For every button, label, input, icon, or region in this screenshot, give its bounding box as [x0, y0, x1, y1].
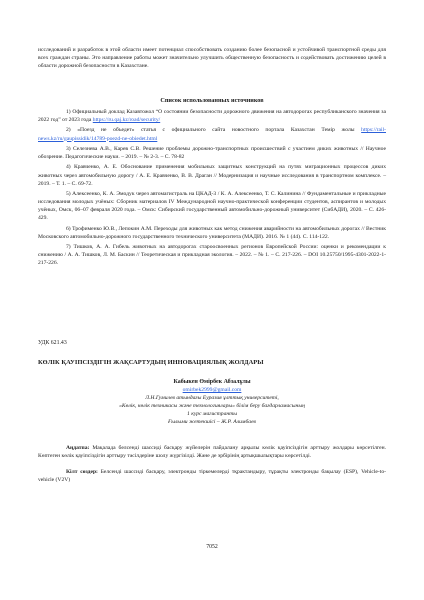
udk-code: УДК 621.43 — [38, 340, 67, 346]
reference-link[interactable]: https://ru.qaj.kz/road/security/ — [92, 117, 161, 124]
keywords-text: Белсенді шассиді басқару, электронды тіркемелерді тқрактандыру, тұрақты электронды бақылау (ESP), Vehicle-to-vehicle (V2V) — [38, 469, 386, 484]
reference-text: 3) Селезнева А.В., Карев С.В. Решение проблемы дорожно-транспортных происшествий с участием диких животных // Научное обозрение. Педагогические науки. – 2019. – № 2-3. – С. 78-82 — [38, 145, 386, 161]
abstract-text: Мақалада белсенді шассиді басқару жүйелерін пайдалану арқылы көлік қауіпсіздігін арттыру жолдары көрсетілген. Көптеген көлік қауіпсіздігін арттыру тәсілдеріне шолу жүргізілді. Және де эрбірінің артықшылықтары көрсетілді. — [38, 445, 386, 460]
affiliation-line-2: «Көлік, көлік техникасы және технологиялары» білім беру бағдарламасының — [119, 403, 305, 410]
reference-item — [38, 145, 386, 161]
reference-text: 1) Официальный доклад Казавтожол “О состоянии безопасности дорожного движения на автодорогах республиканского значения за 2022 год” от 2023 года — [38, 109, 386, 124]
affiliation-line-3: 1 курс магистранты — [187, 411, 237, 418]
author-email-link[interactable]: omirbek2999@gmail.com — [182, 387, 242, 394]
reference-item — [38, 163, 386, 187]
author-block — [0, 378, 424, 427]
reference-text: 2) «Поезд не объедет» статья с официального сайта новостного портала Казахстан Темір жолы — [66, 127, 355, 134]
keywords-paragraph — [38, 468, 386, 484]
article-title: КӨЛІК ҚАУІПСІЗДІГІН ЖАҚСАРТУДЫҢ ИННОВАЦИЯЛЫҚ ЖОЛДАРЫ — [38, 359, 264, 366]
reference-text: 4) Кравченко, А. Е. Обоснование применения мобильных защитных конструкций на путях миграционных процессов диких животных через автомобильную дорогу / А. Е. Кравченко, В. В. Драган // Модернизация и научные исследования в транспортном комплексе. – 2019. – Т. 1. – С. 69-72. — [38, 164, 386, 187]
reference-item — [38, 108, 386, 124]
reference-text: 6) Трофименко Ю.В., Лепокин А.М. Переходы для животных как метод снижения аварийности на автомобильных дорогах // Вестник Московского автомобильно-дорожного государственного технического университета (МАДИ). 2016. № 1 (44). С. 114-122. — [38, 225, 386, 240]
reference-text: 5) Алексеенко, К. А. Эмодук через автомагистраль на ЦКАД-3 / К. А. Алексеенко, Т. С. Калинина // Фундаментальные и прикладные исследования молодых учёных: Сборник материалов IV Международной научно-практической конференции студентов, аспирантов и молодых учёных, Омск, 06–07 февраля 2020 года. – Омск: Сибирский государственный автомобильно-дорожный университет (СибАДИ), 2020. – С. 426-429. — [38, 190, 386, 222]
reference-item — [38, 190, 386, 222]
reference-item — [38, 225, 386, 241]
references-list — [38, 108, 386, 270]
supervisor-line: Ғылыми жетекшісі – Ж.Р. Алимбаев — [168, 419, 256, 426]
page-number: 7052 — [206, 544, 218, 550]
abstract-paragraph — [38, 444, 386, 460]
intro-paragraph: исследований и разработок в этой области имеет потенциал способствовать созданию более безопасной и устойчивой транспортной среды для всех граждан страны. Это направление работы может значительно улучшить общественную безопасность и содействовать достижению целей в области дорожной безопасности в Казахстане. — [38, 47, 386, 70]
references-heading: Список использованных источников — [160, 97, 264, 104]
reference-item — [38, 243, 386, 267]
keywords-label: Кілт сөздер: — [66, 469, 98, 475]
reference-item — [38, 126, 386, 142]
abstract-label: Аңдатпа: — [66, 445, 90, 451]
reference-link[interactable]: https://rail-news.kz/ru/gaupissidik/14789-poezd-ne-obiedet.html — [38, 127, 386, 142]
author-name: Кабыкен Өмірбек Абзалұлы — [173, 379, 251, 385]
reference-text: 7) Тишков, А. А. Гибель животных на автодорогах староосвоенных регионов Европейской России: оценки и рекомендации к снижению / А. А. Тишков, Л. М. Баскин // Теоретическая и прикладная экология. – 2022. – № 1. – С. 217-226. – DOI 10.25750/1995-4301-2022-1-217-226. — [38, 244, 386, 267]
affiliation-line-1: Л.Н.Гумилев атындағы Еуразия ұлттық университеті, — [145, 395, 279, 402]
